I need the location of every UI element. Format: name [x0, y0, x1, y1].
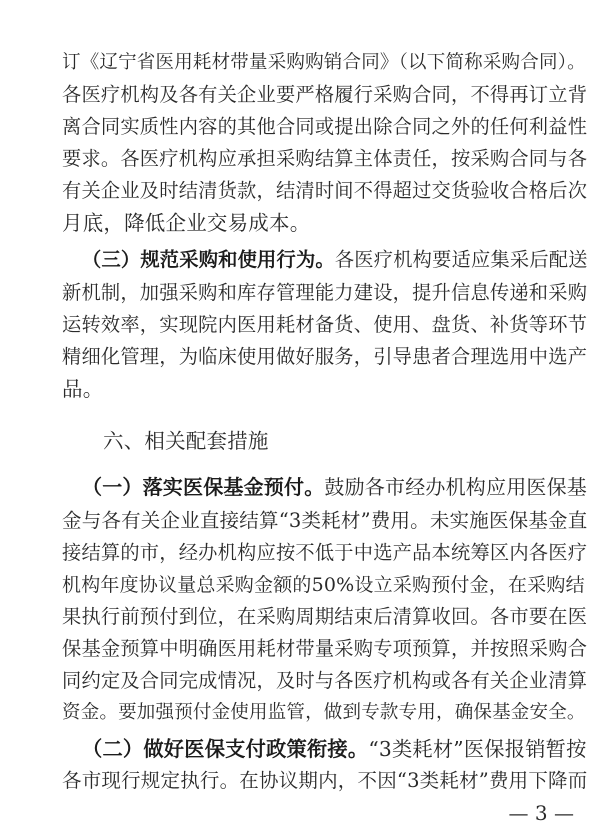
text-line: 订《辽宁省医用耗材带量采购购销合同》（以下简称采购合同）。 — [62, 52, 586, 73]
text-line: 新机制，加强采购和库存管理能力建设，提升信息传递和采购 — [62, 281, 588, 304]
text-line: 有关企业及时结清货款，结清时间不得超过交货验收合格后次 — [62, 179, 588, 202]
subsection-title: （三）规范采购和使用行为。 — [82, 248, 335, 271]
text-line: 资金。要加强预付金使用监管，做到专款专用，确保基金安全。 — [62, 702, 586, 723]
text-run: “3类耗材”医保报销暂按 — [368, 737, 587, 761]
text-line: 各医疗机构及各有关企业要严格履行采购合同，不得再订立背 — [62, 83, 588, 106]
page-number: — 3 — — [508, 801, 574, 825]
text-line: 接结算的市，经办机构应按不低于中选产品本统筹区内各医疗 — [62, 541, 588, 564]
text-line: 各市现行规定执行。在协议期内，不因“3类耗材”费用下降而 — [62, 769, 588, 792]
text-line: 保基金预算中明确医用耗材带量采购专项预算，并按照采购合 — [62, 637, 588, 660]
text-line: 要求。各医疗机构应承担采购结算主体责任，按采购合同与各 — [62, 147, 588, 170]
subsection-title: （一）落实医保基金预付。 — [82, 475, 325, 499]
text-line: 金与各有关企业直接结算“3类耗材”费用。未实施医保基金直 — [62, 509, 588, 532]
subsection-title: （二）做好医保支付政策衔接。 — [82, 737, 369, 761]
text-line: 精细化管理，为临床使用做好服务，引导患者合理选用中选产 — [62, 345, 588, 368]
text-line: 同约定及合同完成情况，及时与各医疗机构或各有关企业清算 — [62, 669, 588, 692]
paragraph-first-line — [82, 471, 587, 503]
paragraph-first-line — [82, 244, 588, 276]
text-line: 月底，降低企业交易成本。 — [62, 211, 311, 235]
text-line: 果执行前预付到位，在采购周期结束后清算收回。各市要在医 — [62, 605, 588, 628]
text-line: 离合同实质性内容的其他合同或提出除合同之外的任何利益性 — [62, 115, 588, 138]
text-run: 各医疗机构要适应集采后配送 — [334, 248, 588, 271]
text-line: 运转效率，实现院内医用耗材备货、使用、盘货、补货等环节 — [62, 313, 588, 336]
paragraph-first-line — [82, 733, 587, 765]
section-heading: 六、相关配套措施 — [103, 429, 269, 453]
text-line: 机构年度协议量总采购金额的50%设立采购预付金，在采购结 — [62, 574, 585, 596]
text-run: 鼓励各市经办机构应用医保基 — [324, 475, 588, 499]
text-line: 品。 — [62, 377, 104, 401]
